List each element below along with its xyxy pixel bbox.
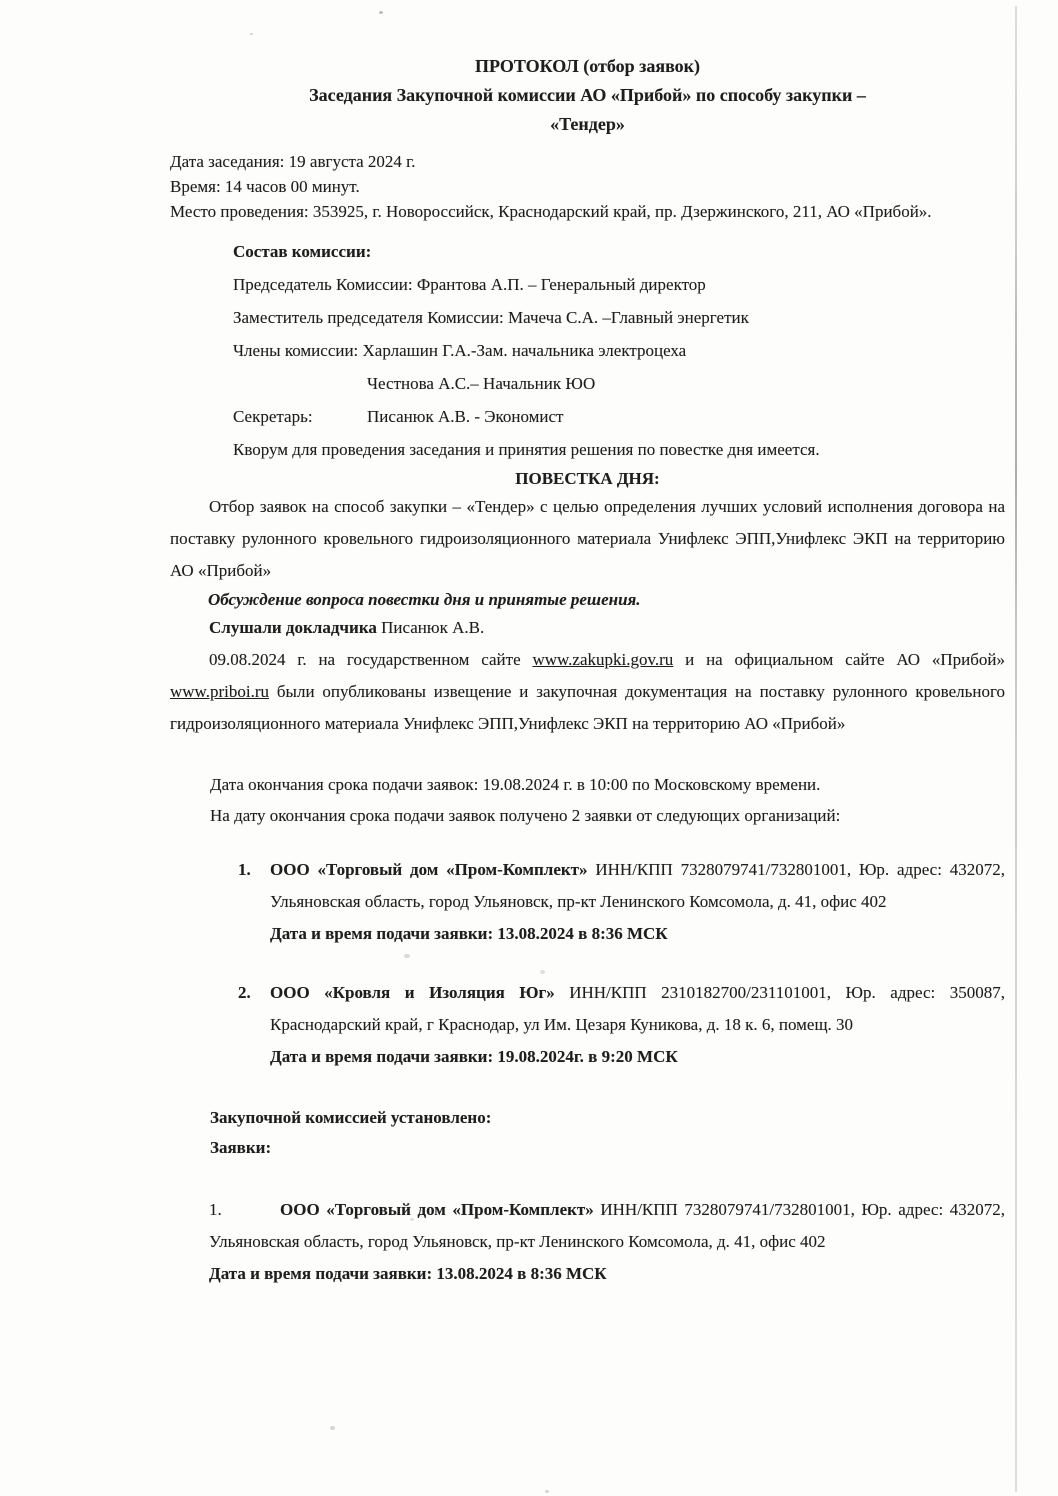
final-application-submitted: Дата и время подачи заявки: 13.08.2024 в 8:36 МСК <box>209 1264 607 1283</box>
title-line-3: «Тендер» <box>550 114 625 134</box>
established-line-2: Заявки: <box>210 1138 272 1157</box>
agenda-heading: ПОВЕСТКА ДНЯ: <box>515 469 660 488</box>
speaker-name: Писанюк А.В. <box>376 618 485 637</box>
application-2-body <box>270 977 1005 1041</box>
application-2-submitted: Дата и время подачи заявки: 19.08.2024г. в 9:20 МСК <box>270 1047 678 1066</box>
publication-part-3: были опубликованы извещение и закупочная документация на поставку рулонного кровельного гидроизоляционного материала Унифлекс ЭПП,Унифлекс ЭКП на территорию АО «Прибой» <box>170 682 1005 733</box>
application-2-company-name: ООО «Кровля и Изоляция Юг» <box>270 983 555 1002</box>
application-item-1 <box>170 854 1005 950</box>
established-line-1: Закупочной комиссией установлено: <box>210 1108 492 1127</box>
deadline-line-1: Дата окончания срока подачи заявок: 19.08.2024 г. в 10:00 по Московскому времени. <box>210 775 821 794</box>
meeting-time: Время: 14 часов 00 минут. <box>170 177 360 196</box>
publication-part-2: и на официальном сайте АО «Прибой» <box>673 650 1005 669</box>
meeting-date: Дата заседания: 19 августа 2024 г. <box>170 152 416 171</box>
application-1-details: ИНН/КПП 7328079741/732801001, Юр. адрес: 432072, Ульяновская область, город Ульяновск, пр-кт Ленинского Комсомола, д. 41, офис 402 <box>270 860 1006 911</box>
final-application-item <box>170 1194 1005 1290</box>
agenda-text: Отбор заявок на способ закупки – «Тендер» с целью определения лучших условий исполнения договора на поставку рулонного кровельного гидроизоляционного материала Унифлекс ЭПП,Унифлекс ЭКП на территорию АО «Прибой» <box>170 497 1005 580</box>
meeting-place: Место проведения: 353925, г. Новороссийск, Краснодарский край, пр. Дзержинского, 211, АО «Прибой». <box>170 202 932 221</box>
secretary-label: Секретарь: <box>233 407 313 426</box>
final-application-company-name: ООО «Торговый дом «Пром-Комплект» <box>280 1200 594 1219</box>
final-application-number: 1. <box>209 1200 222 1219</box>
speaker-line <box>170 612 1005 644</box>
established-section <box>170 1103 1005 1163</box>
priboi-site-link: www.priboi.ru <box>170 682 269 701</box>
commission-members: Члены комиссии: Харлашин Г.А.-Зам. начальника электроцеха <box>233 341 687 360</box>
meeting-meta <box>170 149 1005 224</box>
commission-section <box>170 235 1005 466</box>
speaker-label: Слушали докладчика <box>209 618 377 637</box>
commission-member-2: Честнова А.С.– Начальник ЮО <box>367 374 596 393</box>
publication-part-1: 09.08.2024 г. на государственном сайте <box>209 650 533 669</box>
quorum-statement: Кворум для проведения заседания и принятия решения по повестке дня имеется. <box>233 440 820 459</box>
application-2-number: 2. <box>238 983 251 1002</box>
title-line-2: Заседания Закупочной комиссии АО «Прибой» по способу закупки – <box>309 85 866 105</box>
final-application-body <box>209 1194 1005 1258</box>
publication-paragraph <box>170 644 1005 740</box>
scan-speck <box>330 1426 335 1430</box>
commission-chairman: Председатель Комиссии: Франтова А.П. – Генеральный директор <box>233 275 706 294</box>
scan-edge-line-artifact <box>1015 6 1017 1492</box>
deadline-section <box>170 769 1005 831</box>
document-title <box>170 52 1005 139</box>
commission-secretary <box>233 400 1005 433</box>
commission-heading: Состав комиссии: <box>233 242 372 261</box>
application-1-submitted: Дата и время подачи заявки: 13.08.2024 в 8:36 МСК <box>270 924 668 943</box>
application-1-number: 1. <box>238 860 251 879</box>
application-1-company-name: ООО «Торговый дом «Пром-Комплект» <box>270 860 588 879</box>
secretary-value: Писанюк А.В. - Экономист <box>367 407 564 426</box>
deadline-line-2: На дату окончания срока подачи заявок получено 2 заявки от следующих организаций: <box>210 806 841 825</box>
commission-deputy: Заместитель председателя Комиссии: Мачеча С.А. –Главный энергетик <box>233 308 749 327</box>
title-line-1: ПРОТОКОЛ (отбор заявок) <box>474 56 701 76</box>
scan-speck <box>545 1490 549 1493</box>
application-2-details: ИНН/КПП 2310182700/231101001, Юр. адрес: 350087, Краснодарский край, г Краснодар, ул Им. Цезаря Куникова, д. 18 к. 6, помещ. 30 <box>270 983 1005 1034</box>
final-application-details: ИНН/КПП 7328079741/732801001, Юр. адрес: 432072, Ульяновская область, город Ульяновск, пр-кт Ленинского Комсомола, д. 41, офис 402 <box>209 1200 1006 1251</box>
discussion-heading: Обсуждение вопроса повестки дня и принятые решения. <box>208 590 641 609</box>
application-item-2 <box>170 977 1005 1073</box>
zakupki-gov-link: www.zakupki.gov.ru <box>532 650 674 669</box>
document-content <box>170 0 1005 1290</box>
application-1-body <box>270 854 1005 918</box>
